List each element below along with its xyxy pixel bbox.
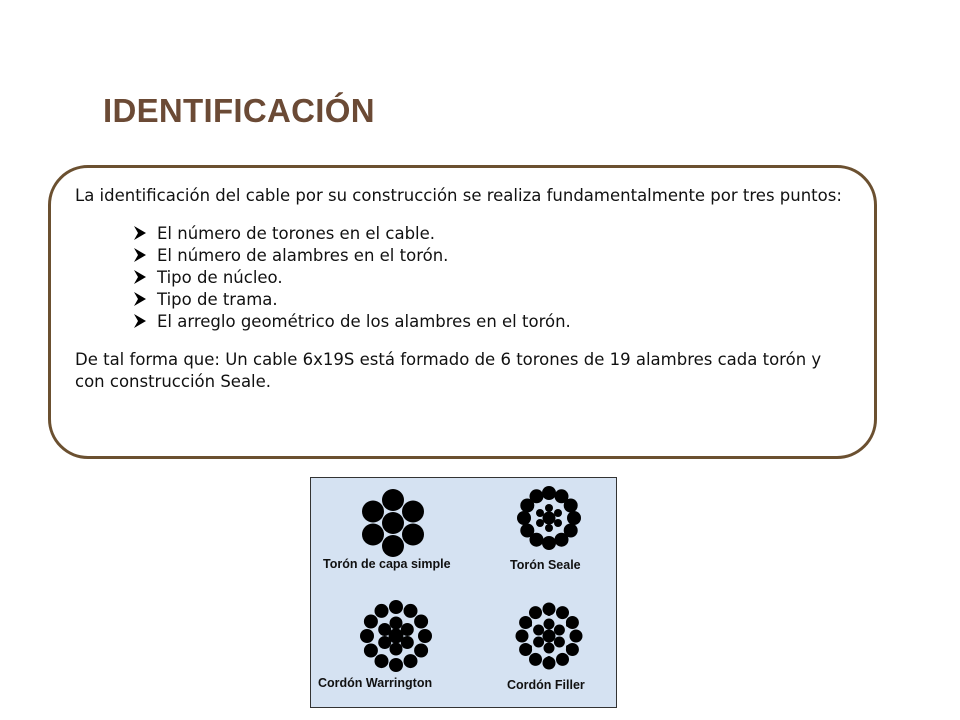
filler-strand-diagram	[516, 603, 583, 670]
label-warrington: Cordón Warrington	[318, 676, 433, 690]
list-item	[133, 311, 856, 333]
arrow-bullet-icon	[133, 247, 147, 263]
list-item	[133, 289, 856, 311]
content-text	[75, 185, 856, 393]
intro-paragraph: La identificación del cable por su construcción se realiza fundamentalmente por tres puntos:	[75, 186, 842, 205]
list-item	[133, 245, 856, 267]
points-list	[75, 223, 856, 333]
content-box	[48, 165, 877, 459]
list-item	[133, 223, 856, 245]
page-title: IDENTIFICACIÓN	[103, 92, 375, 129]
point-text: El número de torones en el cable.	[157, 224, 436, 243]
arrow-bullet-icon	[133, 313, 147, 329]
arrow-bullet-icon	[133, 269, 147, 285]
label-seale: Torón Seale	[510, 558, 581, 572]
point-text: Tipo de trama.	[157, 290, 278, 309]
arrow-bullet-icon	[133, 225, 147, 241]
simple-strand-diagram	[362, 489, 424, 557]
point-text: Tipo de núcleo.	[157, 268, 283, 287]
list-item	[133, 267, 856, 289]
strand-diagrams	[311, 478, 615, 706]
warrington-strand-diagram	[360, 600, 432, 672]
point-text: El número de alambres en el torón.	[157, 246, 449, 265]
strand-types-figure	[310, 477, 617, 708]
point-text: El arreglo geométrico de los alambres en el torón.	[157, 312, 571, 331]
conclusion-paragraph: De tal forma que: Un cable 6x19S está formado de 6 torones de 19 alambres cada torón y con construcción Seale.	[75, 350, 822, 391]
label-filler: Cordón Filler	[507, 678, 585, 692]
label-simple: Torón de capa simple	[323, 557, 451, 571]
arrow-bullet-icon	[133, 291, 147, 307]
seale-strand-diagram	[517, 486, 581, 550]
